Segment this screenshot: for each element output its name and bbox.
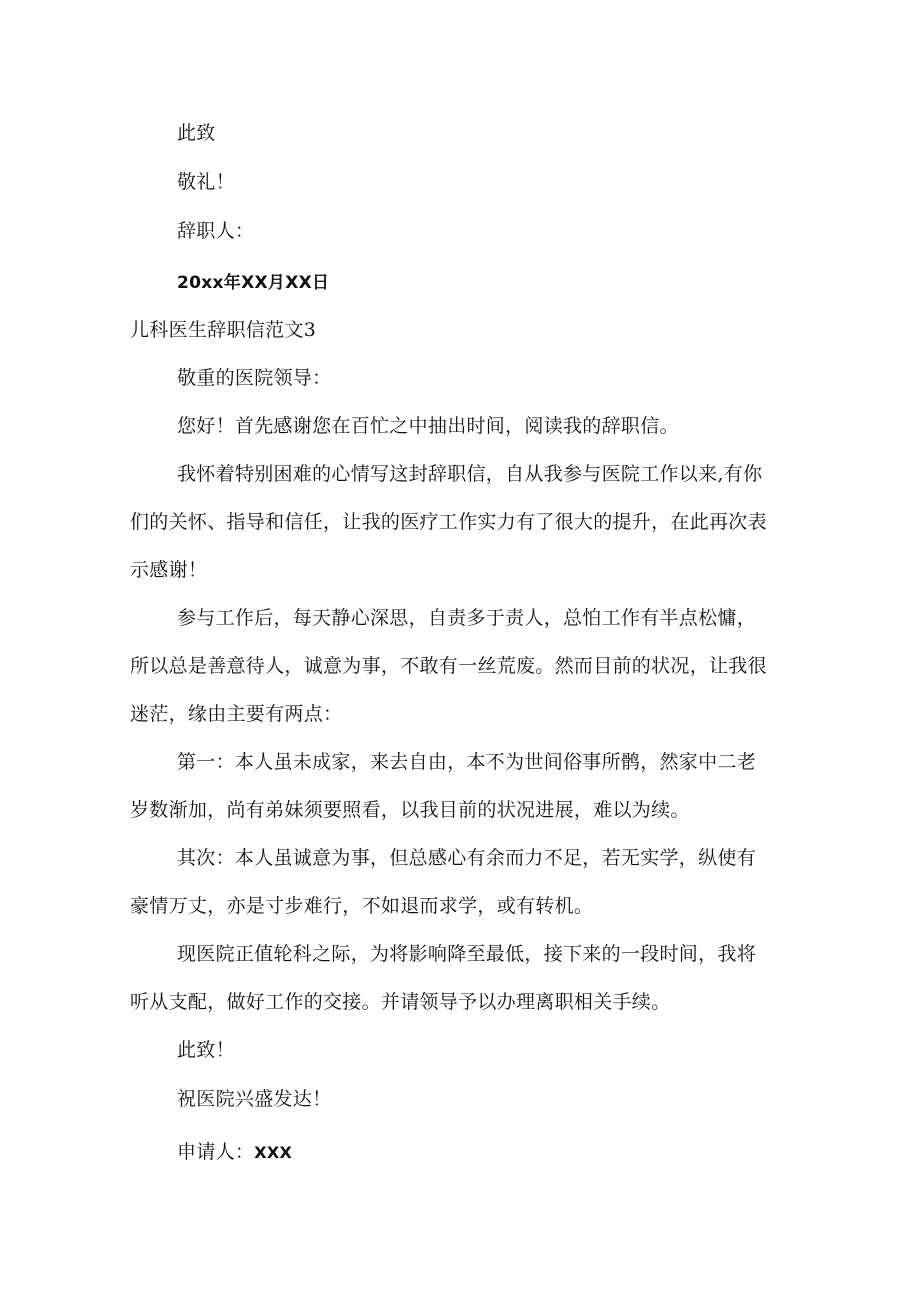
closing-jingli: 敬礼！ — [177, 171, 235, 193]
paragraph-1-line-1: 您好！首先感谢您在百忙之中抽出时间，阅读我的辞职信。 — [177, 415, 679, 437]
signer-label: 辞职人： — [177, 220, 255, 242]
paragraph-3-line-2: 所以总是善意待人，诚意为事，不敢有一丝荒废。然而目前的状况，让我很 — [130, 655, 767, 677]
letter-wish: 祝医院兴盛发达！ — [177, 1088, 332, 1110]
paragraph-3-line-1: 参与工作后，每天静心深思，自责多于责人，总怕工作有半点松慵， — [177, 607, 757, 629]
paragraph-2-line-2: 们的关怀、指导和信任，让我的医疗工作实力有了很大的提升，在此再次表 — [130, 511, 767, 533]
closing-date: 20xx年XX月XX日 — [177, 273, 330, 293]
letter-salutation: 敬重的医院领导： — [177, 367, 332, 389]
applicant-name: XXX — [254, 1143, 293, 1162]
closing-zhi: 此致 — [177, 122, 216, 144]
paragraph-5-line-2: 豪情万丈，亦是寸步难行，不如退而求学，或有转机。 — [130, 895, 594, 917]
letter-zhi: 此致！ — [177, 1039, 235, 1061]
paragraph-5-line-1: 其次：本人虽诚意为事，但总感心有余而力不足，若无实学，纵使有 — [177, 847, 757, 869]
paragraph-6-line-2: 听从支配，做好工作的交接。并请领导予以办理离职相关手续。 — [130, 991, 671, 1013]
paragraph-4-line-1: 第一：本人虽未成家，来去自由，本不为世间俗事所鹘，然家中二老 — [177, 751, 757, 773]
paragraph-4-line-2: 岁数渐加，尚有弟妹须要照看，以我目前的状况进展，难以为续。 — [130, 799, 690, 821]
applicant-line — [177, 1140, 292, 1165]
paragraph-2-line-3: 示感谢！ — [130, 559, 208, 581]
paragraph-6-line-1: 现医院正值轮科之际，为将影响降至最低，接下来的一段时间，我将 — [177, 943, 757, 965]
section-title: 儿科医生辞职信范文3 — [130, 319, 317, 341]
paragraph-3-line-3: 迷茫，缘由主要有两点： — [130, 703, 343, 725]
paragraph-2-line-1: 我怀着特别困难的心情写这封辞职信，自从我参与医院工作以来,有你 — [177, 463, 763, 485]
applicant-label: 申请人： — [177, 1141, 255, 1163]
